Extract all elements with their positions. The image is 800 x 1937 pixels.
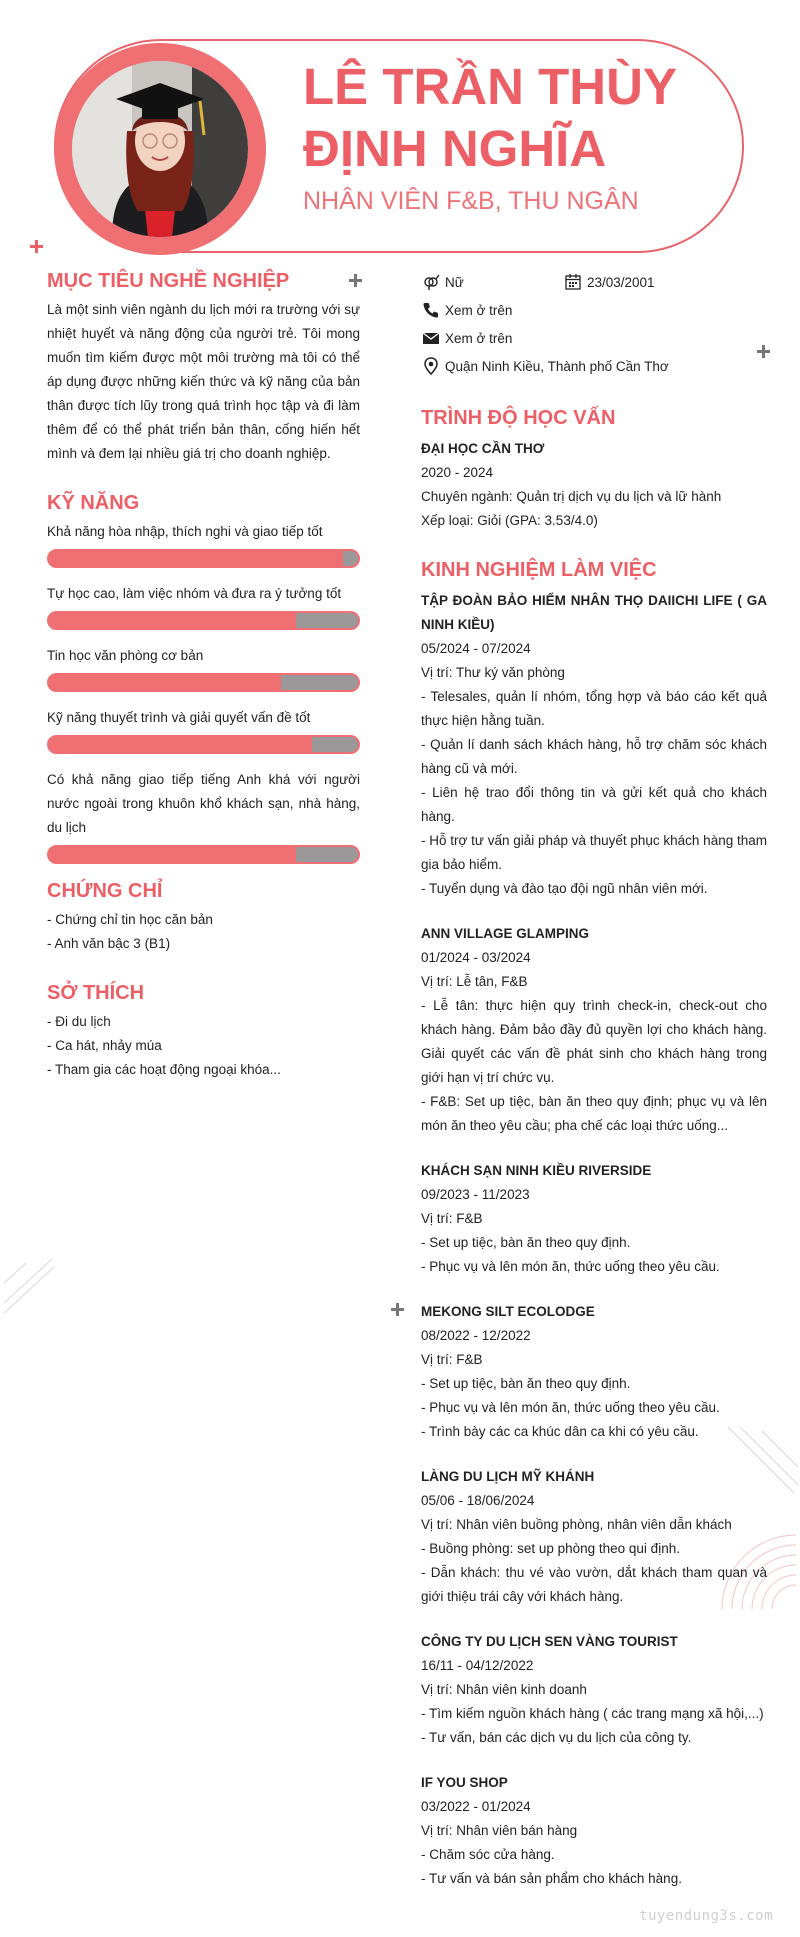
job-line: Vị trí: Lễ tân, F&B	[421, 974, 528, 989]
skill-label: Khả năng hòa nhập, thích nghi và giao tiếp tốt	[47, 524, 323, 539]
skill-label: Tự học cao, làm việc nhóm và đưa ra ý tưởng tốt	[47, 586, 342, 601]
list-item: - Tham gia các hoạt động ngoại khóa...	[47, 1062, 281, 1077]
job-entry	[421, 1771, 767, 1891]
job-period: 05/2024 - 07/2024	[421, 641, 531, 656]
job-company: KHÁCH SẠN NINH KIỀU RIVERSIDE	[421, 1163, 652, 1178]
experience-heading: KINH NGHIỆM LÀM VIỆC	[421, 559, 657, 581]
objective-text: Là một sinh viên ngành du lịch mới ra trường với sự nhiệt huyết và năng động của người trẻ. Tôi mong muốn tìm kiếm được một môi trường mà tôi có thể áp dụng được những kiến thức và kỹ năng của bản thân được tích lũy trong quá trình học tập và đi làm thêm để có thể phát triển bản thân, cống hiến hết mình và đem lại nhiều giá trị cho doanh nghiệp.	[47, 302, 360, 461]
job-line: Vị trí: Nhân viên bán hàng	[421, 1823, 578, 1838]
skill-label: Tin học văn phòng cơ bản	[47, 648, 204, 663]
list-item: - Ca hát, nhảy múa	[47, 1038, 162, 1053]
skill-item	[47, 644, 360, 692]
job-line: - Tuyển dụng và đào tạo đội ngũ nhân viên mới.	[421, 881, 708, 896]
skill-item	[47, 706, 360, 754]
job-period: 09/2023 - 11/2023	[421, 1187, 530, 1202]
avatar	[72, 61, 248, 237]
job-line: - Tìm kiếm nguồn khách hàng ( các trang mạng xã hội,...)	[421, 1706, 764, 1721]
skill-bar	[47, 673, 360, 692]
skills-list	[47, 520, 360, 864]
job-company: TẬP ĐOÀN BẢO HIỂM NHÂN THỌ DAIICHI LIFE ( GA NINH KIỀU)	[421, 593, 767, 632]
skill-level	[49, 737, 312, 752]
job-company: CÔNG TY DU LỊCH SEN VÀNG TOURIST	[421, 1634, 678, 1649]
education-grade: Xếp loại: Giỏi (GPA: 3.53/4.0)	[421, 513, 598, 528]
certificates-list	[47, 908, 360, 956]
skill-item	[47, 520, 360, 568]
decorative-lines	[0, 1255, 60, 1315]
gender-icon	[421, 272, 441, 292]
job-company: LÀNG DU LỊCH MỸ KHÁNH	[421, 1469, 595, 1484]
job-period: 01/2024 - 03/2024	[421, 950, 531, 965]
plus-icon	[391, 1303, 404, 1316]
job-company: IF YOU SHOP	[421, 1775, 508, 1790]
envelope-icon	[421, 328, 441, 348]
right-column	[421, 268, 767, 1912]
education-major: Chuyên ngành: Quản trị dịch vụ du lịch và lữ hành	[421, 489, 722, 504]
job-line: - Buồng phòng: set up phòng theo qui định.	[421, 1541, 680, 1556]
contact-row	[421, 296, 767, 324]
job-line: - Telesales, quản lí nhóm, tổng hợp và báo cáo kết quả thực hiện hằng tuần.	[421, 689, 767, 728]
list-item: - Đi du lịch	[47, 1014, 111, 1029]
job-line: - Quản lí danh sách khách hàng, hỗ trợ chăm sóc khách hàng cũ và mới.	[421, 737, 767, 776]
job-line: - Trình bày các ca khúc dân ca khi có yêu cầu.	[421, 1424, 699, 1439]
list-item: - Anh văn bậc 3 (B1)	[47, 936, 171, 951]
job-line: - Tư vấn, bán các dịch vụ du lịch của công ty.	[421, 1730, 692, 1745]
school-name: ĐẠI HỌC CẦN THƠ	[421, 441, 545, 456]
job-line: Vị trí: Thư ký văn phòng	[421, 665, 565, 680]
job-line: Vị trí: F&B	[421, 1211, 483, 1226]
skill-item	[47, 582, 360, 630]
job-period: 08/2022 - 12/2022	[421, 1328, 531, 1343]
skill-label: Có khả năng giao tiếp tiếng Anh khá với người nước ngoài trong khuôn khổ khách sạn, nhà hàng, du lịch	[47, 772, 360, 835]
job-entry	[421, 1630, 767, 1750]
contact-row	[421, 324, 767, 352]
job-entry	[421, 1300, 767, 1444]
education-block	[421, 437, 767, 533]
job-line: - Set up tiệc, bàn ăn theo quy định.	[421, 1376, 631, 1391]
contact-info	[421, 268, 767, 380]
job-line: - Hỗ trợ tư vấn giải pháp và thuyết phục khách hàng tham gia bảo hiểm.	[421, 833, 767, 872]
skills-heading: KỸ NĂNG	[47, 492, 140, 514]
calendar-icon	[563, 272, 583, 292]
phone-value: Xem ở trên	[445, 302, 513, 318]
job-company: MEKONG SILT ECOLODGE	[421, 1304, 595, 1319]
skill-item	[47, 768, 360, 864]
job-title: NHÂN VIÊN F&B, THU NGÂN	[303, 187, 639, 215]
experience-list	[421, 589, 767, 1891]
job-line: - Phục vụ và lên món ăn, thức uống theo yêu cầu.	[421, 1400, 720, 1415]
education-period: 2020 - 2024	[421, 465, 494, 480]
contact-row	[421, 268, 767, 296]
job-line: Vị trí: F&B	[421, 1352, 483, 1367]
job-line: Vị trí: Nhân viên buồng phòng, nhân viên dẫn khách	[421, 1517, 732, 1532]
gender-value: Nữ	[445, 274, 464, 290]
list-item: - Chứng chỉ tin học căn bản	[47, 912, 213, 927]
job-line: - Dẫn khách: thu vé vào vườn, dắt khách tham quan và giới thiệu trái cây với khách hàng.	[421, 1565, 767, 1604]
contact-row	[421, 352, 767, 380]
skill-bar	[47, 845, 360, 864]
skill-level	[49, 675, 281, 690]
location-pin-icon	[421, 356, 441, 376]
job-entry	[421, 1159, 767, 1279]
education-heading: TRÌNH ĐỘ HỌC VẤN	[421, 407, 616, 429]
job-period: 16/11 - 04/12/2022	[421, 1658, 534, 1673]
job-entry	[421, 1465, 767, 1609]
skill-level	[49, 613, 296, 628]
job-line: - Liên hệ trao đổi thông tin và gửi kết quả cho khách hàng.	[421, 785, 767, 824]
job-line: - Set up tiệc, bàn ăn theo quy định.	[421, 1235, 631, 1250]
skill-level	[49, 551, 343, 566]
portrait-image	[72, 61, 248, 237]
job-period: 05/06 - 18/06/2024	[421, 1493, 535, 1508]
job-company: ANN VILLAGE GLAMPING	[421, 926, 589, 941]
job-line: Vị trí: Nhân viên kinh doanh	[421, 1682, 587, 1697]
skill-bar	[47, 549, 360, 568]
job-period: 03/2022 - 01/2024	[421, 1799, 531, 1814]
job-line: - Chăm sóc cửa hàng.	[421, 1847, 555, 1862]
job-line: - F&B: Set up tiệc, bàn ăn theo quy định; phục vụ và lên món ăn theo yêu cầu; pha chế các loại thức uống...	[421, 1094, 767, 1133]
skill-label: Kỹ năng thuyết trình và giải quyết vấn đề tốt	[47, 710, 311, 725]
job-entry	[421, 589, 767, 901]
left-column	[47, 268, 360, 1082]
objective-heading: MỤC TIÊU NGHỀ NGHIỆP	[47, 270, 290, 292]
skill-bar	[47, 611, 360, 630]
hobbies-heading: SỞ THÍCH	[47, 982, 145, 1004]
address-value: Quận Ninh Kiều, Thành phố Cần Thơ	[445, 358, 669, 374]
plus-icon	[30, 240, 43, 253]
certificates-heading: CHỨNG CHỈ	[47, 880, 163, 902]
watermark: tuyendung3s.com	[639, 1908, 773, 1924]
job-line: - Phục vụ và lên món ăn, thức uống theo yêu cầu.	[421, 1259, 720, 1274]
candidate-name: LÊ TRẦN THÙY ĐỊNH NGHĨA	[303, 58, 677, 177]
phone-icon	[421, 300, 441, 320]
skill-level	[49, 847, 296, 862]
hobbies-list	[47, 1010, 360, 1082]
birthday-value: 23/03/2001	[587, 274, 655, 290]
job-line: - Tư vấn và bán sản phẩm cho khách hàng.	[421, 1871, 682, 1886]
job-line: - Lễ tân: thực hiện quy trình check-in, check-out cho khách hàng. Đảm bảo đầy đủ quyền lợi cho khách hàng. Giải quyết các vấn đề phát sinh cho khách hàng trong giới hạn vị trí chức vụ.	[421, 998, 767, 1085]
skill-bar	[47, 735, 360, 754]
job-entry	[421, 922, 767, 1138]
email-value: Xem ở trên	[445, 330, 513, 346]
